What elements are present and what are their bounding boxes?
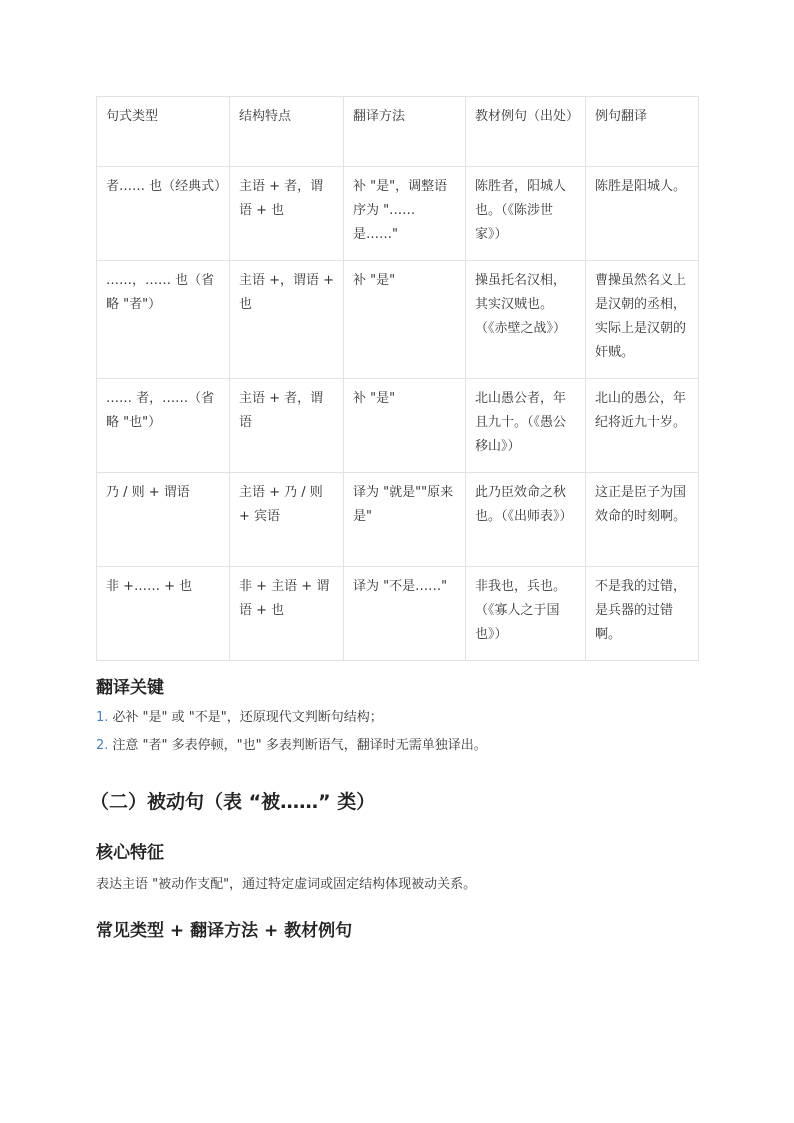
list-number: 1. — [96, 710, 109, 725]
list-item-text: 注意 "者" 多表停顿，"也" 多表判断语气，翻译时无需单独译出。 — [112, 738, 487, 753]
table-cell: …… 者，……（省略 "也"） — [97, 379, 230, 473]
common-types-heading: 常见类型 + 翻译方法 + 教材例句 — [96, 921, 353, 941]
table-cell: 译为 "不是……" — [344, 567, 466, 661]
table-cell: 此乃臣效命之秋也。（《出师表》） — [466, 473, 586, 567]
table-cell: 非 + 主语 + 谓语 + 也 — [230, 567, 344, 661]
table-cell: 陈胜是阳城人。 — [586, 167, 699, 261]
table-row — [97, 379, 699, 473]
table-cell: 非 +…… + 也 — [97, 567, 230, 661]
table-cell: 不是我的过错，是兵器的过错啊。 — [586, 567, 699, 661]
table-cell: 曹操虽然名义上是汉朝的丞相，实际上是汉朝的奸贼。 — [586, 261, 699, 379]
table-row — [97, 261, 699, 379]
table-cell: 主语 + 者，谓语 + 也 — [230, 167, 344, 261]
table-header-cell: 结构特点 — [230, 97, 344, 167]
table-header-cell: 教材例句（出处） — [466, 97, 586, 167]
translation-keys-list — [96, 704, 487, 760]
table-cell: 译为 "就是""原来是" — [344, 473, 466, 567]
core-features-heading: 核心特征 — [96, 843, 164, 863]
table-cell: 这正是臣子为国效命的时刻啊。 — [586, 473, 699, 567]
list-item-text: 必补 "是" 或 "不是"，还原现代文判断句结构； — [112, 710, 383, 725]
table-row — [97, 167, 699, 261]
list-number: 2. — [96, 738, 109, 753]
core-features-text: 表达主语 "被动作支配"，通过特定虚词或固定结构体现被动关系。 — [96, 877, 477, 892]
table-cell: 北山的愚公，年纪将近九十岁。 — [586, 379, 699, 473]
table-cell: 补 "是" — [344, 261, 466, 379]
table-cell: 主语 +，谓语 + 也 — [230, 261, 344, 379]
table-cell: 补 "是" — [344, 379, 466, 473]
table-header-cell: 句式类型 — [97, 97, 230, 167]
table-header-row — [97, 97, 699, 167]
list-item — [96, 704, 487, 732]
list-item — [96, 732, 487, 760]
table-cell: 主语 + 者，谓语 — [230, 379, 344, 473]
table-cell: 陈胜者，阳城人也。（《陈涉世家》） — [466, 167, 586, 261]
table-row — [97, 473, 699, 567]
table-cell: 北山愚公者，年且九十。（《愚公移山》） — [466, 379, 586, 473]
table-cell: 乃 / 则 + 谓语 — [97, 473, 230, 567]
sentence-pattern-table — [96, 96, 699, 661]
translation-keys-heading: 翻译关键 — [96, 678, 164, 698]
table-cell: 者…… 也（经典式） — [97, 167, 230, 261]
table-cell: 主语 + 乃 / 则 + 宾语 — [230, 473, 344, 567]
table-cell: ……，…… 也（省略 "者"） — [97, 261, 230, 379]
passive-sentence-heading: （二）被动句（表 “被……” 类） — [90, 791, 376, 813]
table-cell: 操虽托名汉相，其实汉贼也。（《赤壁之战》） — [466, 261, 586, 379]
table-row — [97, 567, 699, 661]
table-cell: 非我也，兵也。（《寡人之于国也》） — [466, 567, 586, 661]
table-header-cell: 翻译方法 — [344, 97, 466, 167]
table-header-cell: 例句翻译 — [586, 97, 699, 167]
table-cell: 补 "是"，调整语序为 "…… 是……" — [344, 167, 466, 261]
